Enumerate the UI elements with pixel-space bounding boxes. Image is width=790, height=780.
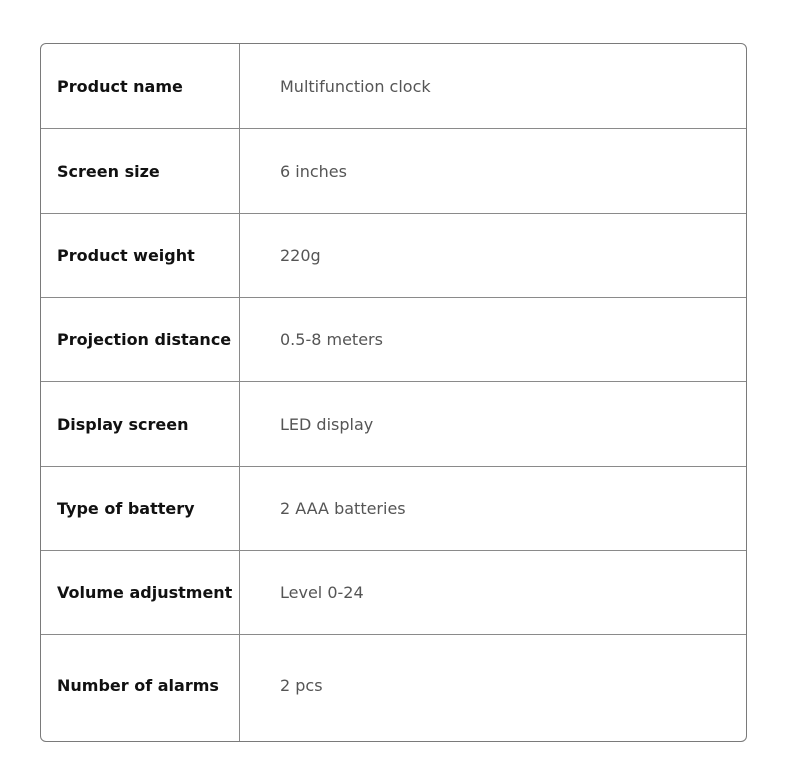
product-spec-table [40, 43, 747, 742]
table-row [41, 298, 746, 382]
row-label: Projection distance [41, 298, 240, 381]
row-value: 2 pcs [280, 675, 323, 695]
table-row [41, 467, 746, 551]
row-value: 2 AAA batteries [280, 499, 406, 518]
row-label: Product name [41, 44, 240, 128]
row-label: Screen size [41, 129, 240, 213]
row-label: Volume adjustment [41, 551, 240, 634]
row-value: Level 0-24 [280, 583, 364, 602]
row-label: Display screen [41, 382, 240, 466]
row-value: Multifunction clock [280, 76, 431, 96]
row-value: 220g [280, 246, 321, 265]
table-row [41, 44, 746, 129]
row-value: 0.5-8 meters [280, 330, 383, 349]
table-row [41, 382, 746, 467]
table-row [41, 214, 746, 298]
table-row [41, 551, 746, 635]
row-label: Product weight [41, 214, 240, 297]
row-label: Type of battery [41, 467, 240, 550]
row-label: Number of alarms [41, 635, 240, 741]
table-row [41, 635, 746, 741]
table-row [41, 129, 746, 214]
row-value: 6 inches [280, 161, 347, 181]
row-value: LED display [280, 414, 374, 434]
